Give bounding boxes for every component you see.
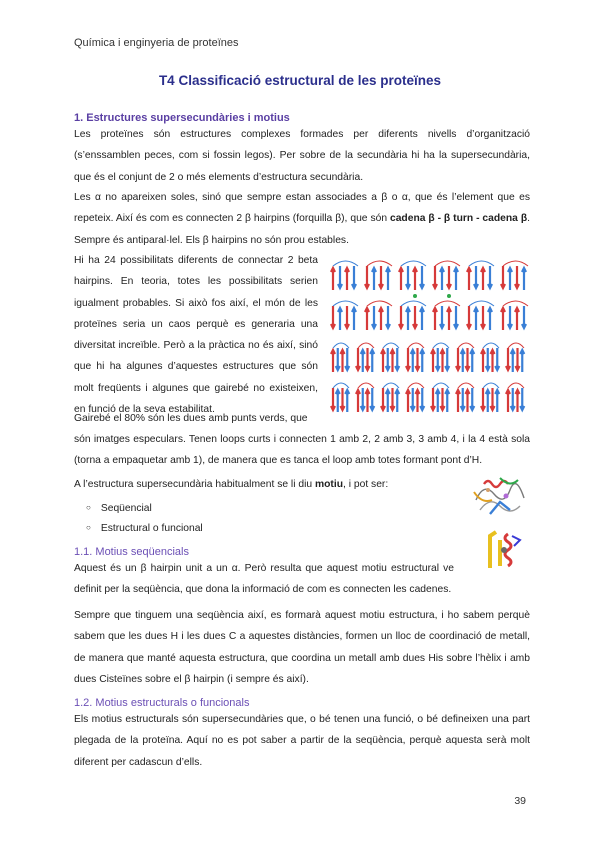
green-dot-marker: [447, 294, 451, 298]
motif-type-list: [86, 499, 203, 539]
paragraph-4: són imatges especulars. Tenen loops curts i connecten 1 amb 2, 2 amb 3, 3 amb 4, i la 4 està sola (torna a empaquetar amb 1), de manera que es tanca el loop amb totes formant pont d’H.: [74, 434, 530, 467]
topology-diagram: [467, 301, 494, 330]
page-title: T4 Classificació estructural de les proteïnes: [158, 73, 442, 88]
page-number: 39: [514, 795, 526, 807]
topology-diagram: [501, 261, 528, 290]
topology-diagram: [381, 343, 399, 372]
paragraph-2-bold: cadena β - β turn - cadena β: [389, 213, 528, 225]
paragraph-5-text-a: A l’estructura supersecundària habitualment se li diu: [74, 479, 315, 490]
topology-diagram: [356, 343, 374, 372]
topology-diagram: [431, 383, 449, 412]
list-item: ○ Estructural o funcional: [86, 519, 203, 539]
topology-diagram: [331, 343, 349, 372]
topology-diagram: [381, 383, 399, 412]
paragraph-5: [74, 474, 454, 495]
topology-diagram: [356, 383, 374, 412]
topology-diagram: [501, 301, 528, 330]
topology-diagram: [365, 261, 392, 290]
topology-diagram: [506, 343, 524, 372]
paragraph-5-bold: motiu: [314, 479, 343, 490]
paragraph-3: Hi ha 24 possibilitats diferents de connectar 2 beta hairpins. En teoria, totes les possibilitats serien igualment probables. Si això fos així, el món de les proteïnes seria un caos perquè es generaria una diversitat increïble. Però a la pràctica no és així, sinó que hi ha algunes d’aquestes estructures que són molt freqüents i algunes que gairebé no existeixen, en funció de la seva estabilitat.: [74, 255, 318, 416]
topology-diagram: [433, 301, 460, 330]
paragraph-8: Els motius estructurals són supersecundàries que, o bé tenen una funció, o bé defineixen una part plegada de la proteïna. Aquí no es pot saber a partir de la seqüència, perquè aquesta serà molt diferent per cadascun d’ells.: [74, 714, 530, 768]
topology-diagram: [456, 343, 474, 372]
paragraph-5-text-b: , i pot ser:: [343, 479, 389, 490]
topology-diagram: [399, 301, 426, 330]
topology-diagram: [431, 343, 449, 372]
list-item: ○ Seqüencial: [86, 499, 203, 519]
running-header: Química i enginyeria de proteïnes: [74, 37, 239, 49]
beta-hairpin-topologies-figure: [328, 254, 532, 420]
topology-diagram: [406, 343, 424, 372]
topology-diagram: [331, 383, 349, 412]
section-heading-1: 1. Estructures supersecundàries i motius: [74, 112, 290, 124]
topology-diagram: [506, 383, 524, 412]
topology-diagram: [331, 261, 358, 290]
paragraph-6: Aquest és un β hairpin unit a un α. Però resulta que aquest motiu estructural ve definit per la seqüència, que dona la informació de com es connecten les cadenes.: [74, 563, 454, 596]
topology-diagram: [399, 261, 426, 298]
section-heading-1-2: 1.2. Motius estructurals o funcionals: [74, 697, 250, 709]
topology-diagram: [406, 383, 424, 412]
paragraph-7: Sempre que tinguem una seqüència així, es formarà aquest motiu estructura, i ho sabem perquè sabem que les dues H i les dues C a aquestes distàncies, formen un lloc de coordinació de metall, de manera que manté aquesta estructura, que coordina un metall amb dues His sobre l’hèlix i amb dues Cisteïnes sobre el β hairpin (i sempre és així).: [74, 610, 530, 685]
topology-diagram: [331, 301, 358, 330]
topology-diagram: [467, 261, 494, 290]
topology-diagram: [365, 301, 392, 330]
paragraph-4-line-1: Gairebé el 80% són les dues amb punts verds, que: [74, 413, 308, 424]
green-dot-marker: [413, 294, 417, 298]
protein-structure-image: [470, 470, 530, 522]
paragraph-2-text-b: . Sempre és antiparal·lel. Els β hairpins no són prou estables.: [74, 213, 530, 246]
topology-diagram: [456, 383, 474, 412]
paragraph-1: Les proteïnes són estructures complexes formades per diferents nivells d’organització (s’enssamblen peces, com si fossin legos). Per sobre de la secundària hi ha la supersecundària, que és el conjunt de 2 o més elements d’estructura secundària.: [74, 129, 530, 183]
section-heading-1-1: 1.1. Motius seqüencials: [74, 546, 189, 558]
paragraph-2: [74, 187, 530, 251]
topology-diagram: [481, 343, 499, 372]
zinc-finger-motif-image: [482, 526, 528, 574]
topology-diagram: [433, 261, 460, 298]
paragraph-2-text-a: Les α no apareixen soles, sinó que sempre estan associades a β o α, que és l’element que es repeteix. Així és com es connecten 2 β hairpins (forquilla β), que són: [74, 192, 530, 225]
topology-diagram: [481, 383, 499, 412]
